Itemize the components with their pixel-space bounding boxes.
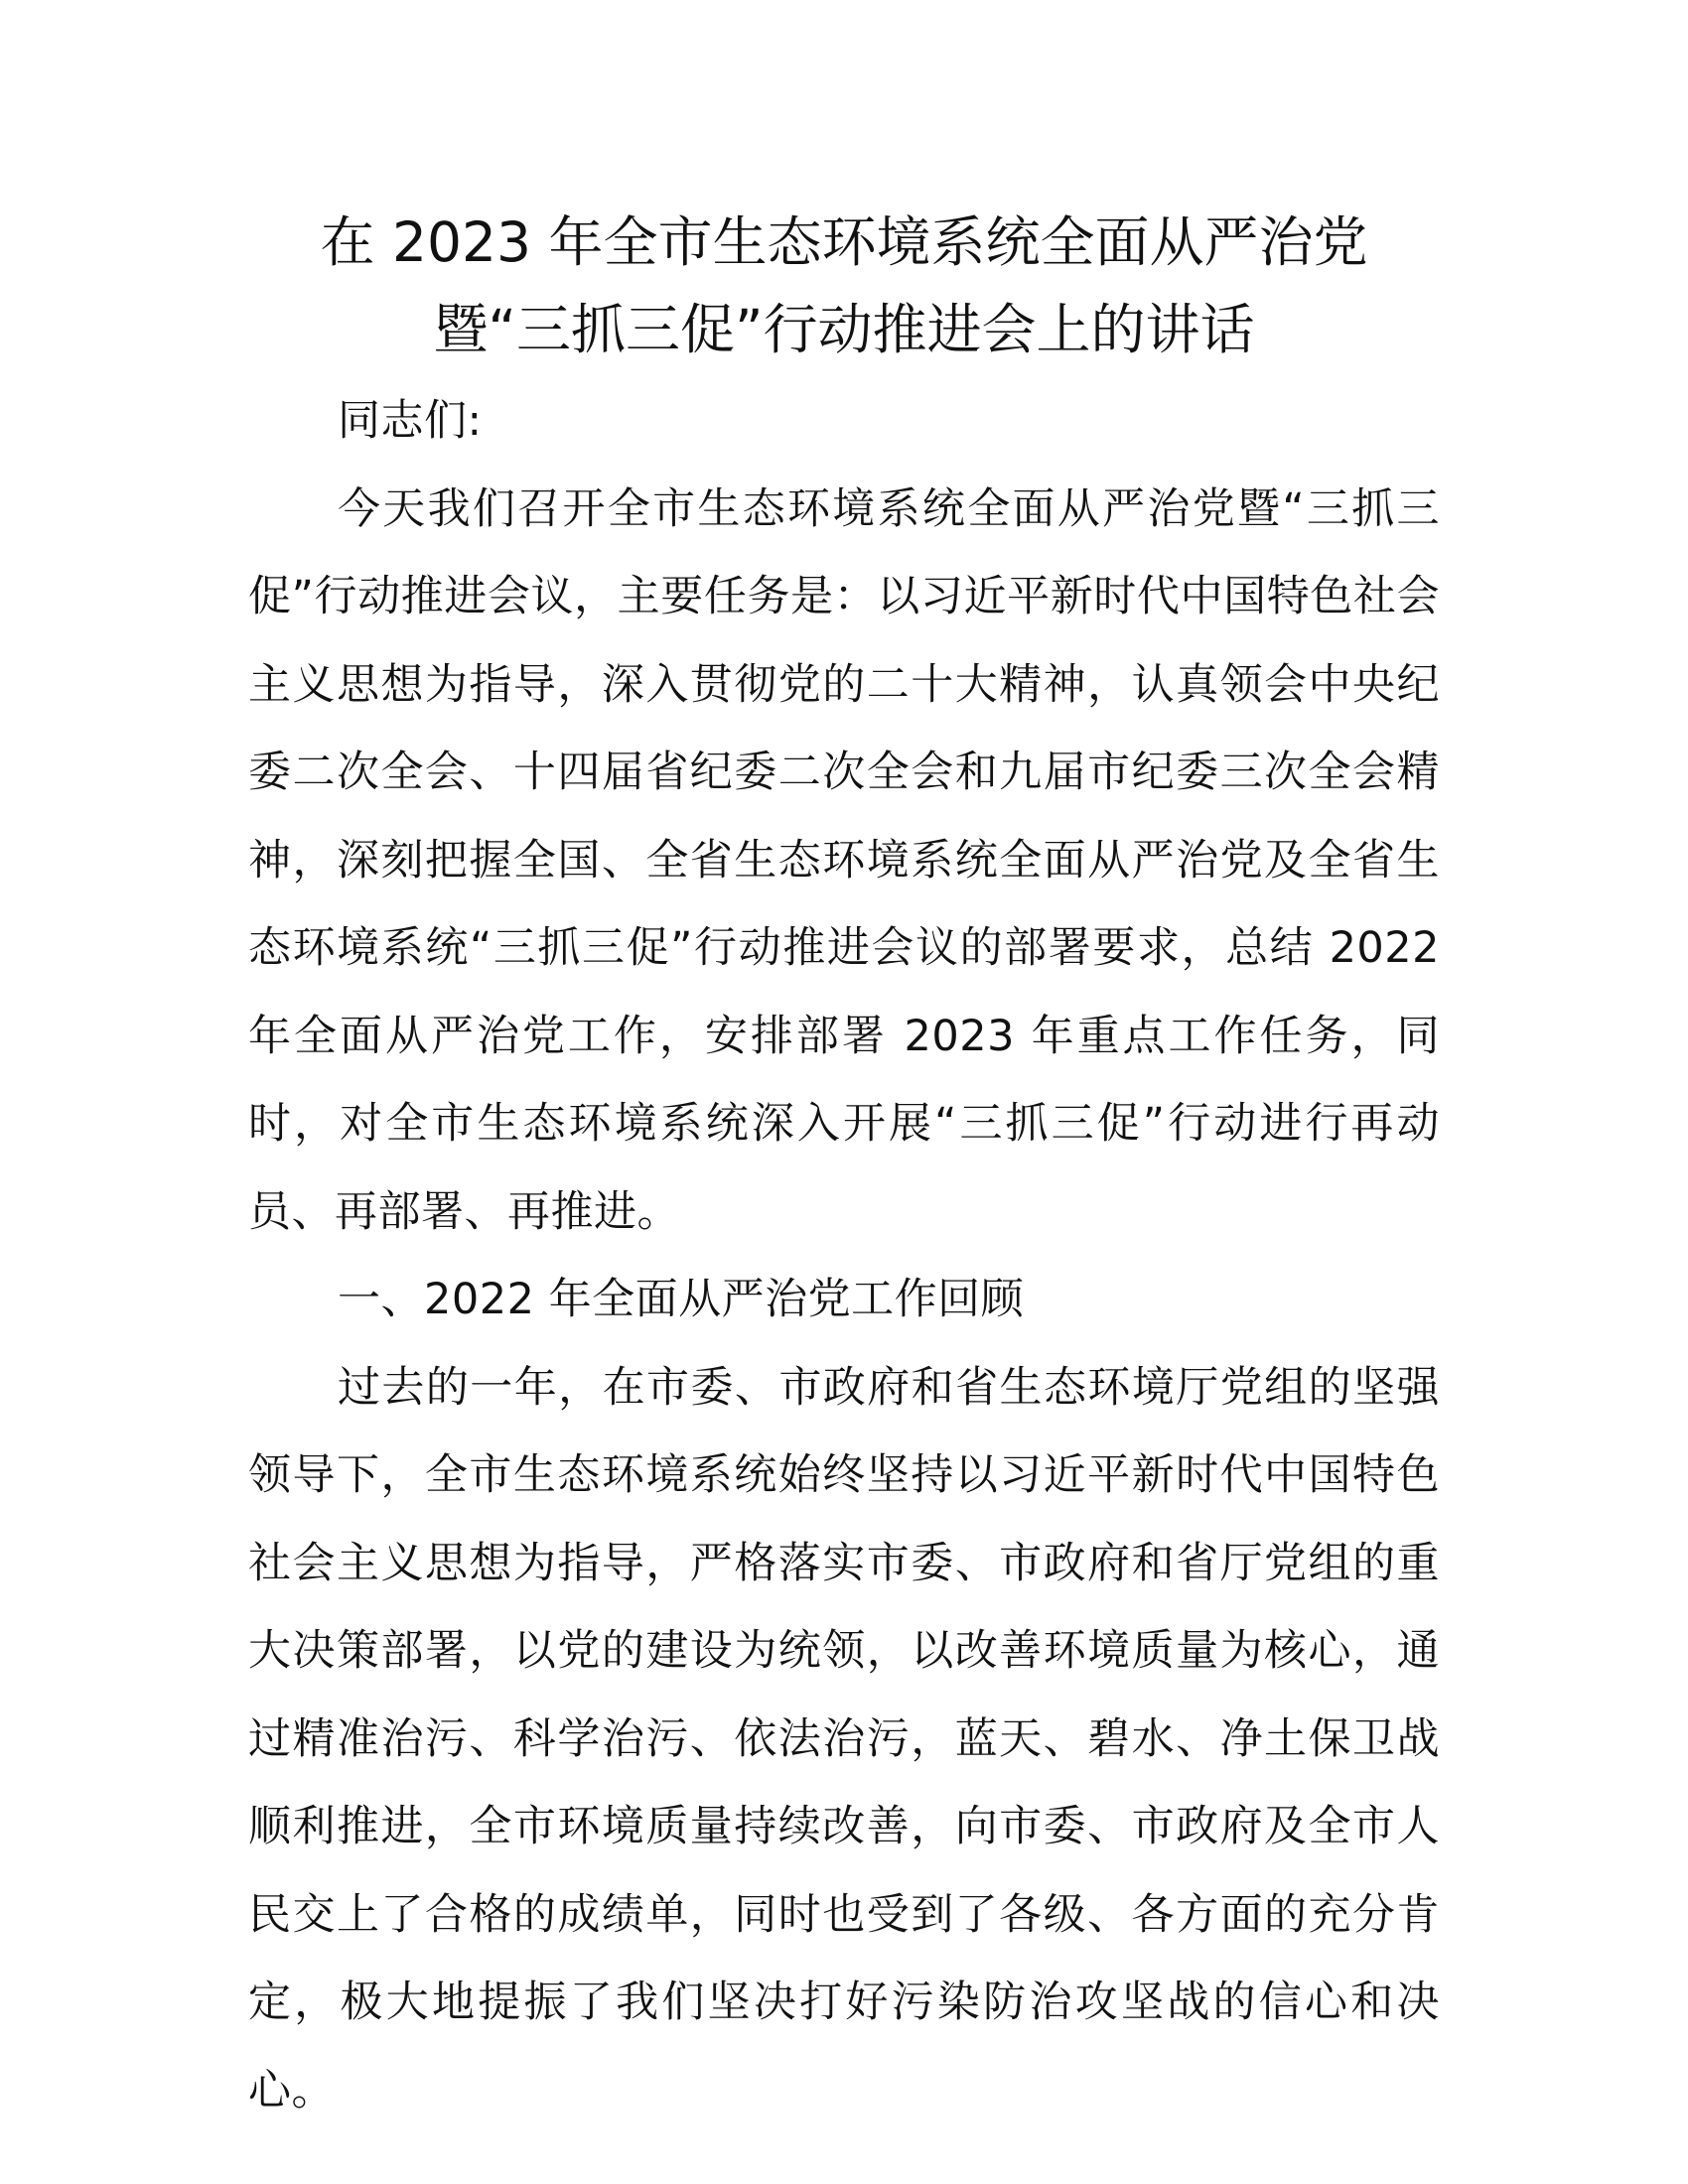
salutation: 同志们: [338, 396, 483, 446]
document-title [248, 199, 1440, 373]
section-heading-1: 一、2022 年全面从严治党工作回顾 [338, 1275, 1025, 1324]
title-line-1: 在 2023 年全市生态环境系统全面从严治党 [320, 210, 1368, 274]
paragraph-intro: 今天我们召开全市生态环境系统全面从严治党暨“三抓三促”行动推进会议，主要任务是：以习近平新时代中国特色社会主义思想为指导，深入贯彻党的二十大精神，认真领会中央纪委二次全会、十四届省纪委二次全会和九届市纪委三次全会精神，深刻把握全国、全省生态环境系统全面从严治党及全省生态环境系统“三抓三促”行动推进会议的部署要求，总结 2022 年全面从严治党工作，安排部署 2023 年重点工作任务，同时，对全市生态环境系统深入开展“三抓三促”行动进行再动员、再部署、再推进。 [248, 483, 1440, 1237]
title-line-2: 暨“三抓三促”行动推进会上的讲话 [433, 298, 1255, 361]
paragraph-review: 过去的一年，在市委、市政府和省生态环境厅党组的坚强领导下，全市生态环境系统始终坚持以习近平新时代中国特色社会主义思想为指导，严格落实市委、市政府和省厅党组的重大决策部署，以党的建设为统领，以改善环境质量为核心，通过精准治污、科学治污、依法治污，蓝天、碧水、净土保卫战顺利推进，全市环境质量持续改善，向市委、市政府及全市人民交上了合格的成绩单，同时也受到了各级、各方面的充分肯定，极大地提振了我们坚决打好污染防治攻坚战的信心和决心。 [248, 1362, 1440, 2116]
document-body [248, 377, 1440, 2134]
